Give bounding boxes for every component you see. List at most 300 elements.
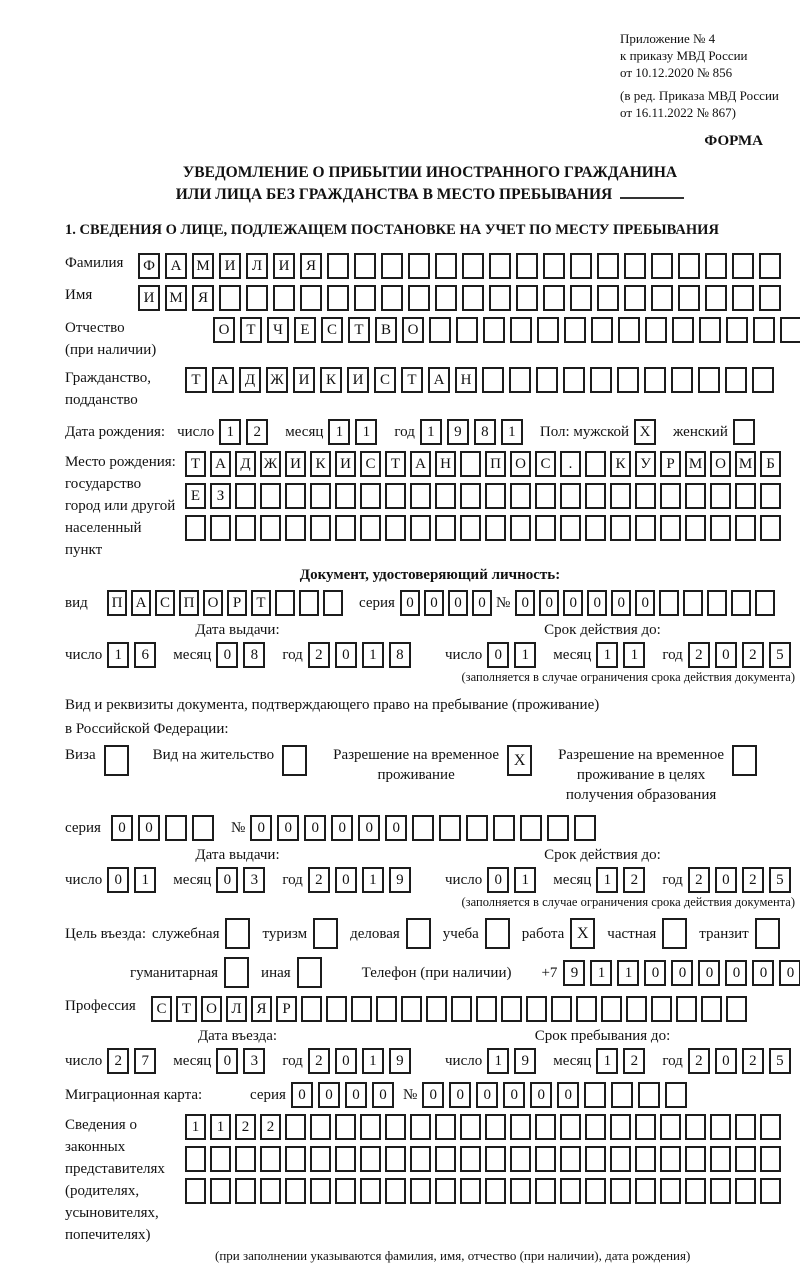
char-cell[interactable] xyxy=(651,253,673,279)
char-cell[interactable] xyxy=(624,253,646,279)
char-cell[interactable]: 1 xyxy=(185,1114,206,1140)
char-cell[interactable] xyxy=(460,515,481,541)
char-cell[interactable] xyxy=(335,515,356,541)
char-cell[interactable]: 9 xyxy=(563,960,585,986)
char-cell[interactable] xyxy=(610,483,631,509)
char-cell[interactable] xyxy=(235,1146,256,1172)
char-cell[interactable]: 2 xyxy=(688,867,710,893)
char-cell[interactable] xyxy=(685,1178,706,1204)
char-cell[interactable]: 1 xyxy=(596,1048,618,1074)
char-cell[interactable]: Ч xyxy=(267,317,289,343)
char-cell[interactable]: С xyxy=(374,367,396,393)
char-cell[interactable] xyxy=(165,815,187,841)
char-cell[interactable]: 0 xyxy=(752,960,774,986)
char-cell[interactable] xyxy=(591,317,613,343)
char-cell[interactable] xyxy=(285,1146,306,1172)
char-cell[interactable] xyxy=(560,483,581,509)
char-cell[interactable] xyxy=(660,1146,681,1172)
char-cell[interactable]: С xyxy=(321,317,343,343)
char-cell[interactable] xyxy=(610,515,631,541)
char-cell[interactable] xyxy=(735,515,756,541)
char-cell[interactable] xyxy=(275,590,295,616)
char-cell[interactable]: X xyxy=(634,419,656,445)
char-cell[interactable] xyxy=(585,451,606,477)
char-cell[interactable] xyxy=(683,590,703,616)
char-cell[interactable] xyxy=(381,285,403,311)
checkbox-cell[interactable]: X xyxy=(507,745,532,776)
char-cell[interactable] xyxy=(564,317,586,343)
char-cell[interactable] xyxy=(710,1146,731,1172)
char-cell[interactable]: 0 xyxy=(400,590,420,616)
char-cell[interactable]: 0 xyxy=(671,960,693,986)
char-cell[interactable]: 0 xyxy=(448,590,468,616)
char-cell[interactable]: 0 xyxy=(779,960,800,986)
char-cell[interactable]: 1 xyxy=(487,1048,509,1074)
char-cell[interactable] xyxy=(285,1178,306,1204)
char-cell[interactable] xyxy=(651,996,672,1022)
char-cell[interactable]: 0 xyxy=(715,642,737,668)
char-cell[interactable] xyxy=(678,253,700,279)
char-cell[interactable]: А xyxy=(410,451,431,477)
char-cell[interactable]: 1 xyxy=(362,1048,384,1074)
char-cell[interactable] xyxy=(676,996,697,1022)
char-cell[interactable]: Т xyxy=(185,451,206,477)
char-cell[interactable] xyxy=(537,317,559,343)
char-cell[interactable]: 0 xyxy=(138,815,160,841)
char-cell[interactable]: К xyxy=(320,367,342,393)
char-cell[interactable] xyxy=(760,1114,781,1140)
char-cell[interactable]: 1 xyxy=(514,642,536,668)
char-cell[interactable] xyxy=(285,1114,306,1140)
char-cell[interactable] xyxy=(597,253,619,279)
char-cell[interactable]: 1 xyxy=(590,960,612,986)
char-cell[interactable]: О xyxy=(402,317,424,343)
checkbox-cell[interactable]: X xyxy=(570,918,595,949)
char-cell[interactable]: И xyxy=(273,253,295,279)
char-cell[interactable] xyxy=(462,253,484,279)
char-cell[interactable] xyxy=(435,1178,456,1204)
char-cell[interactable] xyxy=(590,367,612,393)
checkbox-cell[interactable] xyxy=(224,957,249,988)
char-cell[interactable] xyxy=(435,515,456,541)
checkbox-cell[interactable] xyxy=(282,745,307,776)
char-cell[interactable]: 0 xyxy=(277,815,299,841)
char-cell[interactable]: Ж xyxy=(260,451,281,477)
char-cell[interactable] xyxy=(659,590,679,616)
checkbox-cell[interactable] xyxy=(755,918,780,949)
char-cell[interactable] xyxy=(354,285,376,311)
char-cell[interactable] xyxy=(285,515,306,541)
char-cell[interactable] xyxy=(260,483,281,509)
char-cell[interactable]: Л xyxy=(226,996,247,1022)
char-cell[interactable]: В xyxy=(375,317,397,343)
char-cell[interactable] xyxy=(660,515,681,541)
char-cell[interactable] xyxy=(456,317,478,343)
char-cell[interactable] xyxy=(509,367,531,393)
char-cell[interactable]: М xyxy=(192,253,214,279)
char-cell[interactable]: И xyxy=(293,367,315,393)
char-cell[interactable]: 0 xyxy=(216,867,238,893)
char-cell[interactable] xyxy=(735,483,756,509)
char-cell[interactable]: 1 xyxy=(210,1114,231,1140)
char-cell[interactable]: Т xyxy=(240,317,262,343)
char-cell[interactable]: Е xyxy=(185,483,206,509)
char-cell[interactable] xyxy=(635,1114,656,1140)
char-cell[interactable] xyxy=(435,1146,456,1172)
char-cell[interactable] xyxy=(335,1114,356,1140)
char-cell[interactable] xyxy=(732,285,754,311)
char-cell[interactable] xyxy=(326,996,347,1022)
char-cell[interactable] xyxy=(597,285,619,311)
char-cell[interactable] xyxy=(678,285,700,311)
char-cell[interactable]: 5 xyxy=(769,642,791,668)
char-cell[interactable]: З xyxy=(210,483,231,509)
char-cell[interactable] xyxy=(635,515,656,541)
char-cell[interactable]: П xyxy=(107,590,127,616)
char-cell[interactable] xyxy=(192,815,214,841)
char-cell[interactable] xyxy=(733,419,755,445)
char-cell[interactable] xyxy=(570,253,592,279)
char-cell[interactable] xyxy=(635,1178,656,1204)
char-cell[interactable]: 2 xyxy=(742,1048,764,1074)
char-cell[interactable] xyxy=(301,996,322,1022)
char-cell[interactable]: Ж xyxy=(266,367,288,393)
checkbox-cell[interactable] xyxy=(406,918,431,949)
char-cell[interactable] xyxy=(685,483,706,509)
char-cell[interactable]: 2 xyxy=(246,419,268,445)
char-cell[interactable] xyxy=(726,996,747,1022)
char-cell[interactable] xyxy=(660,1114,681,1140)
char-cell[interactable] xyxy=(185,515,206,541)
char-cell[interactable] xyxy=(260,1146,281,1172)
char-cell[interactable] xyxy=(725,367,747,393)
char-cell[interactable] xyxy=(185,1146,206,1172)
char-cell[interactable] xyxy=(426,996,447,1022)
char-cell[interactable] xyxy=(510,317,532,343)
char-cell[interactable]: 2 xyxy=(107,1048,129,1074)
char-cell[interactable] xyxy=(707,590,727,616)
char-cell[interactable] xyxy=(439,815,461,841)
char-cell[interactable] xyxy=(651,285,673,311)
char-cell[interactable] xyxy=(760,1146,781,1172)
char-cell[interactable]: 0 xyxy=(611,590,631,616)
char-cell[interactable] xyxy=(489,253,511,279)
char-cell[interactable]: 0 xyxy=(487,642,509,668)
char-cell[interactable] xyxy=(351,996,372,1022)
char-cell[interactable]: 0 xyxy=(385,815,407,841)
char-cell[interactable] xyxy=(360,1178,381,1204)
char-cell[interactable] xyxy=(735,1178,756,1204)
char-cell[interactable] xyxy=(560,1146,581,1172)
char-cell[interactable] xyxy=(710,483,731,509)
char-cell[interactable] xyxy=(385,515,406,541)
char-cell[interactable] xyxy=(601,996,622,1022)
char-cell[interactable] xyxy=(460,1146,481,1172)
char-cell[interactable] xyxy=(401,996,422,1022)
char-cell[interactable]: О xyxy=(510,451,531,477)
char-cell[interactable]: 1 xyxy=(134,867,156,893)
char-cell[interactable] xyxy=(510,1114,531,1140)
char-cell[interactable] xyxy=(327,285,349,311)
char-cell[interactable]: 1 xyxy=(501,419,523,445)
char-cell[interactable]: С xyxy=(151,996,172,1022)
char-cell[interactable] xyxy=(310,515,331,541)
char-cell[interactable]: 3 xyxy=(243,1048,265,1074)
char-cell[interactable] xyxy=(698,367,720,393)
char-cell[interactable] xyxy=(710,1114,731,1140)
char-cell[interactable] xyxy=(574,815,596,841)
char-cell[interactable] xyxy=(435,285,457,311)
char-cell[interactable] xyxy=(560,1178,581,1204)
char-cell[interactable] xyxy=(671,367,693,393)
char-cell[interactable]: 1 xyxy=(514,867,536,893)
char-cell[interactable]: 9 xyxy=(514,1048,536,1074)
char-cell[interactable] xyxy=(585,483,606,509)
char-cell[interactable]: 1 xyxy=(623,642,645,668)
char-cell[interactable]: Я xyxy=(251,996,272,1022)
char-cell[interactable] xyxy=(435,1114,456,1140)
char-cell[interactable]: 0 xyxy=(715,867,737,893)
char-cell[interactable]: 0 xyxy=(424,590,444,616)
char-cell[interactable]: 1 xyxy=(596,642,618,668)
char-cell[interactable] xyxy=(543,285,565,311)
char-cell[interactable]: 8 xyxy=(243,642,265,668)
checkbox-cell[interactable] xyxy=(485,918,510,949)
char-cell[interactable]: 0 xyxy=(335,1048,357,1074)
char-cell[interactable]: 0 xyxy=(725,960,747,986)
char-cell[interactable]: 0 xyxy=(250,815,272,841)
char-cell[interactable] xyxy=(429,317,451,343)
char-cell[interactable] xyxy=(665,1082,687,1108)
char-cell[interactable]: С xyxy=(155,590,175,616)
char-cell[interactable] xyxy=(360,1146,381,1172)
char-cell[interactable] xyxy=(219,285,241,311)
char-cell[interactable]: Р xyxy=(276,996,297,1022)
char-cell[interactable]: 0 xyxy=(587,590,607,616)
char-cell[interactable] xyxy=(335,483,356,509)
char-cell[interactable]: И xyxy=(285,451,306,477)
char-cell[interactable] xyxy=(327,253,349,279)
char-cell[interactable]: Н xyxy=(435,451,456,477)
char-cell[interactable] xyxy=(585,1178,606,1204)
char-cell[interactable] xyxy=(543,253,565,279)
char-cell[interactable]: 0 xyxy=(530,1082,552,1108)
char-cell[interactable]: Б xyxy=(760,451,781,477)
char-cell[interactable]: 1 xyxy=(355,419,377,445)
char-cell[interactable]: 0 xyxy=(331,815,353,841)
char-cell[interactable] xyxy=(485,1178,506,1204)
char-cell[interactable] xyxy=(210,515,231,541)
char-cell[interactable] xyxy=(385,1146,406,1172)
char-cell[interactable] xyxy=(536,367,558,393)
char-cell[interactable] xyxy=(685,1114,706,1140)
char-cell[interactable]: И xyxy=(219,253,241,279)
checkbox-cell[interactable] xyxy=(313,918,338,949)
char-cell[interactable] xyxy=(710,515,731,541)
char-cell[interactable] xyxy=(385,1178,406,1204)
char-cell[interactable]: Т xyxy=(185,367,207,393)
char-cell[interactable] xyxy=(551,996,572,1022)
char-cell[interactable] xyxy=(360,483,381,509)
char-cell[interactable] xyxy=(460,451,481,477)
char-cell[interactable] xyxy=(752,367,774,393)
char-cell[interactable]: Т xyxy=(176,996,197,1022)
char-cell[interactable] xyxy=(645,317,667,343)
char-cell[interactable] xyxy=(660,483,681,509)
char-cell[interactable] xyxy=(535,1114,556,1140)
char-cell[interactable]: 8 xyxy=(474,419,496,445)
char-cell[interactable] xyxy=(210,1146,231,1172)
char-cell[interactable]: М xyxy=(165,285,187,311)
char-cell[interactable]: 0 xyxy=(449,1082,471,1108)
char-cell[interactable] xyxy=(624,285,646,311)
char-cell[interactable]: 2 xyxy=(688,1048,710,1074)
char-cell[interactable] xyxy=(535,515,556,541)
char-cell[interactable]: 2 xyxy=(742,642,764,668)
checkbox-cell[interactable] xyxy=(732,745,757,776)
char-cell[interactable] xyxy=(273,285,295,311)
char-cell[interactable]: А xyxy=(165,253,187,279)
char-cell[interactable] xyxy=(618,317,640,343)
char-cell[interactable] xyxy=(535,1178,556,1204)
char-cell[interactable]: 1 xyxy=(107,642,129,668)
char-cell[interactable] xyxy=(310,1178,331,1204)
char-cell[interactable]: О xyxy=(213,317,235,343)
char-cell[interactable] xyxy=(482,367,504,393)
char-cell[interactable] xyxy=(185,1178,206,1204)
char-cell[interactable] xyxy=(610,1114,631,1140)
char-cell[interactable] xyxy=(731,590,751,616)
char-cell[interactable]: 2 xyxy=(308,642,330,668)
char-cell[interactable]: 0 xyxy=(304,815,326,841)
char-cell[interactable] xyxy=(560,515,581,541)
char-cell[interactable] xyxy=(560,1114,581,1140)
char-cell[interactable] xyxy=(460,483,481,509)
char-cell[interactable]: Е xyxy=(294,317,316,343)
char-cell[interactable] xyxy=(310,483,331,509)
char-cell[interactable] xyxy=(485,483,506,509)
char-cell[interactable]: 0 xyxy=(335,867,357,893)
char-cell[interactable]: М xyxy=(685,451,706,477)
char-cell[interactable] xyxy=(435,483,456,509)
char-cell[interactable] xyxy=(585,1146,606,1172)
char-cell[interactable]: 0 xyxy=(635,590,655,616)
char-cell[interactable] xyxy=(705,285,727,311)
char-cell[interactable] xyxy=(570,285,592,311)
char-cell[interactable]: 1 xyxy=(219,419,241,445)
char-cell[interactable]: 1 xyxy=(617,960,639,986)
char-cell[interactable]: Т xyxy=(348,317,370,343)
char-cell[interactable] xyxy=(310,1146,331,1172)
char-cell[interactable]: 2 xyxy=(260,1114,281,1140)
char-cell[interactable]: Р xyxy=(227,590,247,616)
char-cell[interactable]: К xyxy=(610,451,631,477)
char-cell[interactable]: 2 xyxy=(235,1114,256,1140)
char-cell[interactable] xyxy=(489,285,511,311)
char-cell[interactable] xyxy=(760,515,781,541)
char-cell[interactable] xyxy=(260,1178,281,1204)
char-cell[interactable] xyxy=(246,285,268,311)
char-cell[interactable] xyxy=(610,1146,631,1172)
char-cell[interactable] xyxy=(235,515,256,541)
char-cell[interactable] xyxy=(535,483,556,509)
char-cell[interactable] xyxy=(635,1146,656,1172)
char-cell[interactable] xyxy=(485,515,506,541)
char-cell[interactable] xyxy=(299,590,319,616)
char-cell[interactable]: 0 xyxy=(715,1048,737,1074)
char-cell[interactable] xyxy=(510,515,531,541)
char-cell[interactable]: 0 xyxy=(111,815,133,841)
char-cell[interactable] xyxy=(584,1082,606,1108)
char-cell[interactable] xyxy=(626,996,647,1022)
char-cell[interactable]: 1 xyxy=(362,867,384,893)
char-cell[interactable] xyxy=(385,1114,406,1140)
char-cell[interactable]: . xyxy=(560,451,581,477)
char-cell[interactable] xyxy=(547,815,569,841)
char-cell[interactable]: 9 xyxy=(389,867,411,893)
char-cell[interactable] xyxy=(408,253,430,279)
char-cell[interactable] xyxy=(780,317,800,343)
char-cell[interactable]: И xyxy=(347,367,369,393)
char-cell[interactable]: Т xyxy=(251,590,271,616)
char-cell[interactable] xyxy=(520,815,542,841)
char-cell[interactable]: 9 xyxy=(447,419,469,445)
char-cell[interactable]: 0 xyxy=(318,1082,340,1108)
char-cell[interactable] xyxy=(760,1178,781,1204)
char-cell[interactable] xyxy=(585,515,606,541)
char-cell[interactable]: Л xyxy=(246,253,268,279)
char-cell[interactable] xyxy=(644,367,666,393)
char-cell[interactable] xyxy=(451,996,472,1022)
char-cell[interactable] xyxy=(516,285,538,311)
char-cell[interactable]: 0 xyxy=(422,1082,444,1108)
char-cell[interactable]: О xyxy=(710,451,731,477)
char-cell[interactable] xyxy=(753,317,775,343)
char-cell[interactable] xyxy=(660,1178,681,1204)
char-cell[interactable]: 7 xyxy=(134,1048,156,1074)
char-cell[interactable]: 0 xyxy=(345,1082,367,1108)
char-cell[interactable] xyxy=(360,1114,381,1140)
char-cell[interactable]: 0 xyxy=(515,590,535,616)
char-cell[interactable]: 8 xyxy=(389,642,411,668)
char-cell[interactable] xyxy=(638,1082,660,1108)
char-cell[interactable]: 0 xyxy=(487,867,509,893)
char-cell[interactable] xyxy=(501,996,522,1022)
char-cell[interactable] xyxy=(385,483,406,509)
char-cell[interactable]: 1 xyxy=(328,419,350,445)
char-cell[interactable]: Р xyxy=(660,451,681,477)
char-cell[interactable] xyxy=(460,1178,481,1204)
char-cell[interactable]: А xyxy=(210,451,231,477)
char-cell[interactable]: 2 xyxy=(688,642,710,668)
char-cell[interactable] xyxy=(759,253,781,279)
char-cell[interactable]: 3 xyxy=(243,867,265,893)
char-cell[interactable] xyxy=(476,996,497,1022)
char-cell[interactable]: 0 xyxy=(503,1082,525,1108)
char-cell[interactable] xyxy=(466,815,488,841)
char-cell[interactable] xyxy=(381,253,403,279)
char-cell[interactable] xyxy=(410,483,431,509)
checkbox-cell[interactable] xyxy=(297,957,322,988)
char-cell[interactable] xyxy=(360,515,381,541)
char-cell[interactable]: И xyxy=(138,285,160,311)
char-cell[interactable]: Ф xyxy=(138,253,160,279)
char-cell[interactable]: 0 xyxy=(476,1082,498,1108)
char-cell[interactable]: П xyxy=(179,590,199,616)
char-cell[interactable] xyxy=(485,1146,506,1172)
char-cell[interactable] xyxy=(300,285,322,311)
char-cell[interactable]: И xyxy=(335,451,356,477)
